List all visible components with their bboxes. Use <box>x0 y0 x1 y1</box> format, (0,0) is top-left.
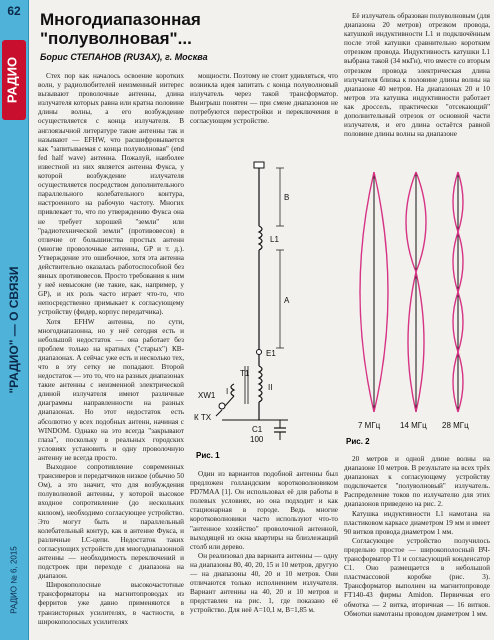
figure-1 <box>192 158 342 466</box>
paragraph: Широкополосные высокочастотные трансформаторы на магнитопроводах из ферритов уже давно применяются в транзисторных усилителях, в частности, в широкополосных усилителях <box>38 581 184 626</box>
paragraph: Выходное сопротивление современных трансиверов и передатчиков низкое (обычно 50 Ом), а это значит, что для возбуждения полуволновой антенны, у которой высокое входное сопротивление (до нескольких килоом), необходимо согласующее устройство. Это могут быть и параллельный колебательный контур, как в антенне Фукса, и различные LC-цепи. Недостаток таких согласующих устройств для многодиапазонной антенны — необходимость переключений и подстроек при переходе с диапазона на диапазон. <box>38 463 184 581</box>
figure-1-caption: Рис. 1 <box>196 451 220 460</box>
label-winding-2: II <box>268 383 273 392</box>
label-e1: E1 <box>266 349 276 358</box>
text-column-2-bottom <box>190 470 338 634</box>
label-ktx: К TX <box>194 413 212 422</box>
paragraph: мощности. Поэтому не стоит удивляться, что возникла идея запитать с конца полуволновый излучатель через такой трансформатор. Выигрыш понятен — при смене диапазонов не потребуются перестройки и переключения в согласующем устройстве. <box>190 72 338 126</box>
section-title: "РАДИО" — О СВЯЗИ <box>7 266 21 394</box>
article-author: Борис СТЕПАНОВ (RU3AX), г. Москва <box>40 52 208 62</box>
magazine-logo-text: РАДИО <box>4 56 20 104</box>
insulator-icon <box>254 162 264 168</box>
paragraph: Катушка индуктивности L1 намотана на пластиковом каркасе диаметром 19 мм и имеет 90 витков провода диаметром 1 мм. <box>344 509 490 536</box>
label-t1: T1 <box>240 369 250 378</box>
issue-info: РАДИО № 6, 2015 <box>9 546 19 614</box>
transformer-secondary-icon <box>259 366 262 402</box>
band-label: 7 МГц <box>358 421 381 430</box>
label-winding-1: I <box>226 387 229 396</box>
figure-2-caption: Рис. 2 <box>346 437 370 446</box>
current-curve-14mhz <box>406 172 424 412</box>
page-sidebar <box>0 0 29 640</box>
paragraph: Хотя EFHW антенна, по сути, многодиапазонна, но у неё сегодня есть и небольшой недостаток — она работает без проблем только на кратных ("старых") КВ-диапазонах. А сейчас уже есть и несколько тех, что в эту сетку не попадают. Второй недостаток — это то, что на разных диапазонах такие антенны с неизменной электрической длиной излучателя имеют различные диаграммы направленности на разных диапазонах. Но этот недостаток есть абсолютно у всех подобных антенн, начиная с WINDOM. Однако на это всегда "закрывают глаза", поскольку в реальных городских условиях установить и одну проволочную антенну не всегда просто. <box>38 317 184 462</box>
label-c1-value: 100 <box>250 435 264 444</box>
antenna-schematic <box>192 158 342 466</box>
paragraph: 20 метров и одной длине волны на диапазоне 10 метров. В результате на всех трёх диапазонах к согласующему устройству подключается "полуволновый" излучатель. Распределение токов по излучателю для этих диапазонов приведено на рис. 2. <box>344 455 490 509</box>
text-column-1 <box>38 72 184 632</box>
paragraph: Согласующее устройство получилось предельно простое — широкополосный ВЧ-трансформатор T1 и согласующий конденсатор C1. Оно размещается в небольшой пластмассовой коробке (рис. 3). Трансформатор выполнен на магнитопроводе FT140-43 фирмы Amidon. Первичная его обмотка — 2 витка, вторичная — 16 витков. Обмотки намотаны проводом диаметром 1 мм. <box>344 536 490 618</box>
paragraph: Один из вариантов подобной антенны был предложен голландским коротковолновиком PD7MAA [1]. Он использовал её для работы в полевых условиях, но она подходит и как стационарная в городе. Ведь многие коротковолновики часто используют что-то "антенное хозяйство" проволочной антенной, выходящей из окна квартиры на близлежащий столб или дерево. <box>190 470 338 551</box>
page-number: 62 <box>7 4 21 18</box>
label-b: B <box>284 193 290 202</box>
label-l1: L1 <box>270 235 279 244</box>
label-c1: C1 <box>252 425 263 434</box>
band-label: 28 МГц <box>442 421 469 430</box>
paragraph: Её излучатель образован полуволновым (для диапазона 20 метров) отрезком провода, катушкой индуктивности L1 и подключённым после этой катушки сравнительно коротким отрезком провода. Индуктивность катушки L1 выбрана такой (34 мкГн), что вместе со вторым отрезком провода электрическая длина излучателя близка к половине длины волны на диапазоне 40 метров. На диапазонах 20 и 10 метров эта катушка индуктивности работает как дроссель, практически "отсекающий" дополнительный отрезок от основной части излучателя, и его длина остаётся равной половине длины волны на диапазоне <box>344 12 490 139</box>
transformer-primary-icon <box>231 384 234 396</box>
text-column-2-top <box>190 72 338 152</box>
paragraph: Стех пор как началось освоение коротких волн, у радиолюбителей неизменный интерес вызывают проволочные антенны, длина излучателя которых равна или кратна половине длины волны, а его возбуждение осуществляется с конца излучателя. В англоязычной литературе такие антенны так и называют — EFHW, что расшифровывается как "запитываемая с конца полуволновая" (end fed half wave) антенна. Пожалуй, наиболее известной из них является антенна Фукса, у которой возбуждение излучателя осуществляется посредством дополнительного параллельного колебательного контура, настроенного на рабочую частоту. Многих привлекает то, что по утверждению Фукса она не требует хорошей "земли" или "радиотехнической земли" (противовесов) в отличие от большинства простых антенн (многие проволочные антенны, GP и т. д.). Утверждение это ошибочное, хотя эта антенна действительно оказалась работоспособной без явных противовесов. Просто требования к ним у неё невысокие (не такие, как, например, у GP), и их роль часто играет что-то, что непосредственно примыкает к согласующему устройству (фидер, корпус передатчика). <box>38 72 184 317</box>
text-column-3-top <box>344 12 490 158</box>
paragraph: Он реализовал два варианта антенны — одну на диапазоны 80, 40, 20, 15 и 10 метров, другую — на диапазоны 40, 20 и 10 метров. Они отличаются только исполнением излучателя. Вариант антенны на 40, 20 и 10 метров и представлен на рис. 1, где показано её устройство. Для неё A=10,1 м, B=1,85 м. <box>190 551 338 615</box>
article-title: Многодиапазонная "полуволновая"... <box>40 10 201 48</box>
connector-xw1-icon <box>219 403 225 409</box>
current-curve-7mhz <box>360 172 374 412</box>
band-label: 14 МГц <box>400 421 427 430</box>
coil-l1-icon <box>259 226 262 250</box>
current-distribution-plot <box>344 162 490 448</box>
text-column-3-bottom <box>344 455 490 635</box>
figure-2 <box>344 162 490 448</box>
label-a: A <box>284 296 290 305</box>
terminal-e1-icon <box>257 350 262 355</box>
label-xw1: XW1 <box>198 391 216 400</box>
